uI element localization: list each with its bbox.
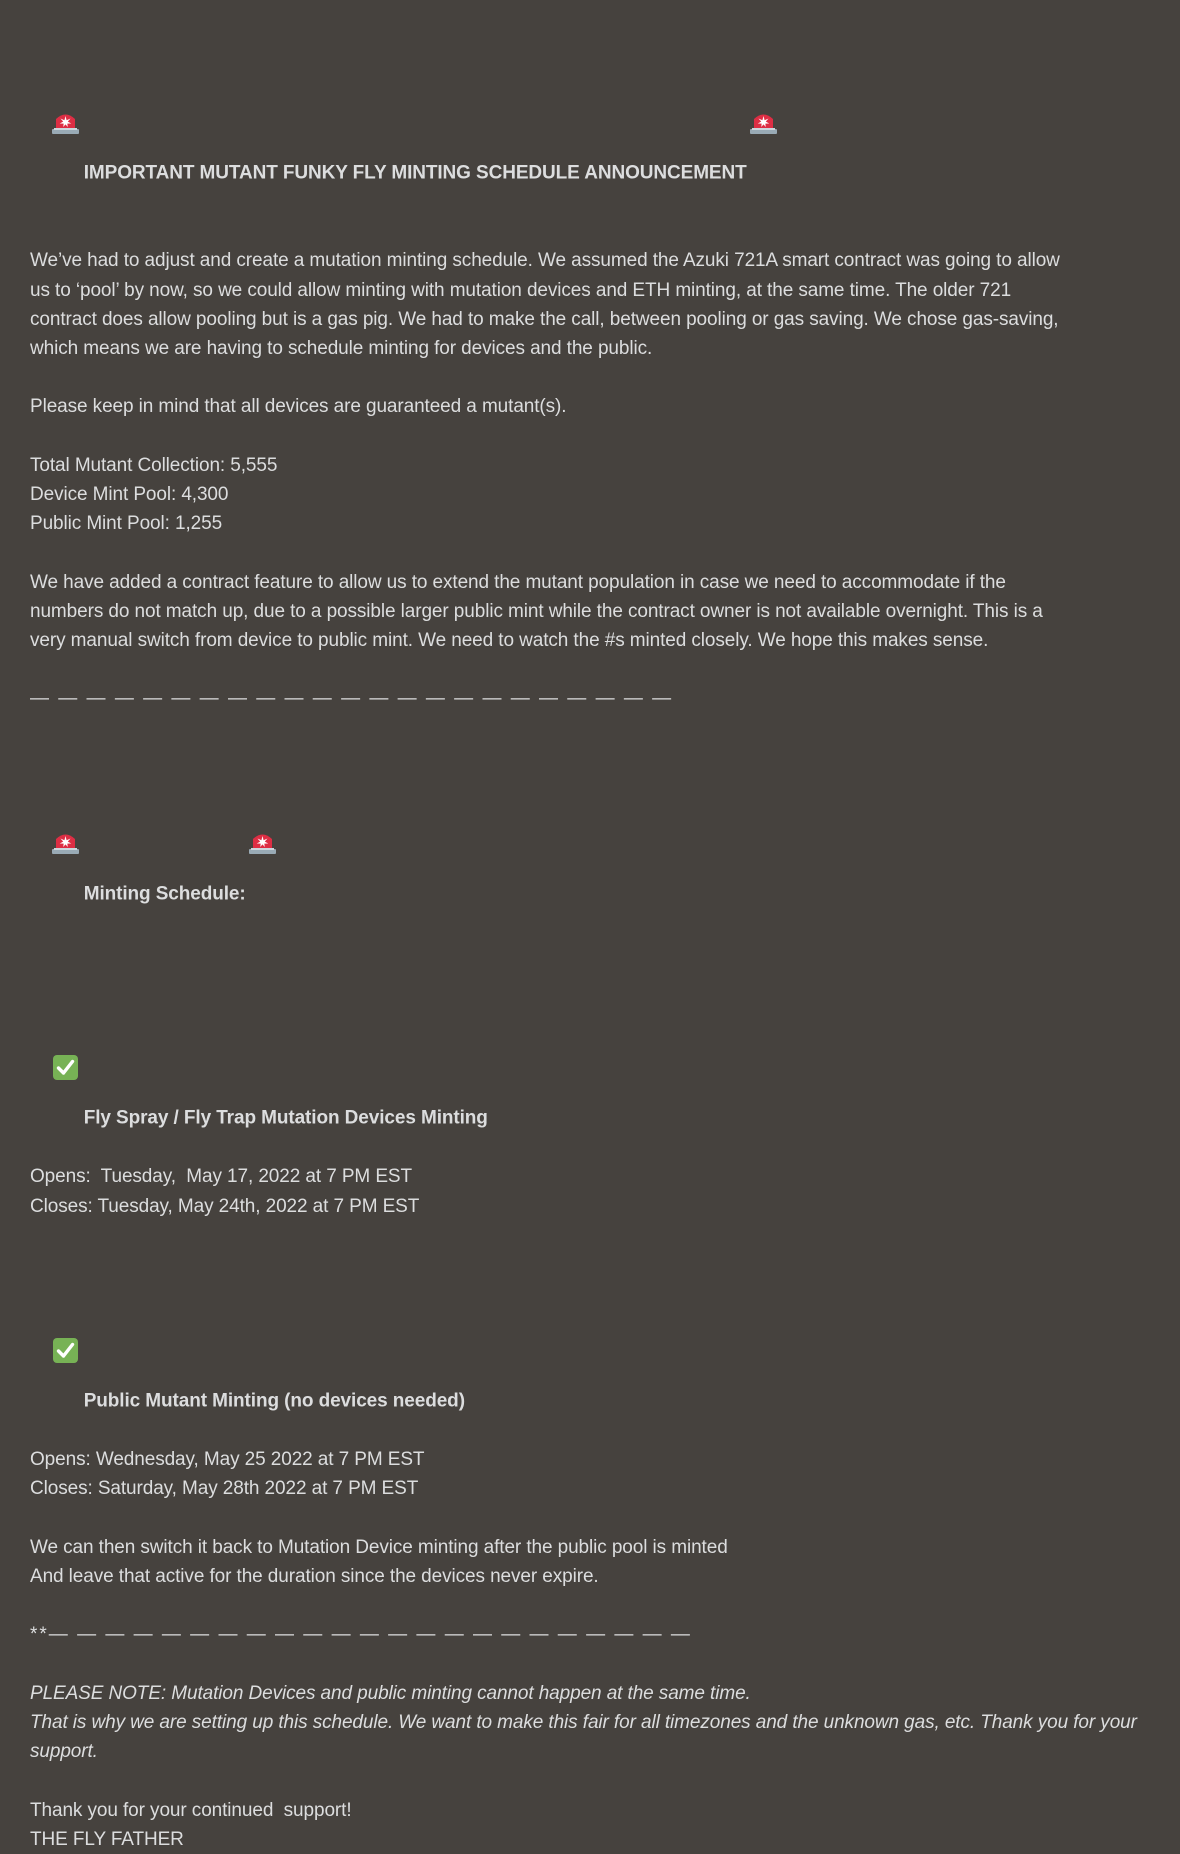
schedule-heading-line [30, 743, 1150, 938]
check-mark-icon [51, 1279, 80, 1304]
device-minting-heading: Fly Spray / Fly Trap Mutation Devices Minting [83, 1108, 488, 1129]
switch-line: And leave that active for the duration since the devices never expire. [30, 1566, 599, 1588]
rotating-light-icon [749, 51, 778, 76]
public-minting-closes: Closes: Saturday, May 28th 2022 at 7 PM EST [30, 1478, 419, 1500]
pool-device: Device Mint Pool: 4,300 [30, 484, 229, 505]
rotating-light-icon [51, 51, 80, 76]
thanks-text: Thank you for your continued support! [30, 1799, 352, 1821]
rotating-light-icon [248, 772, 277, 797]
intro-line: which means we are having to schedule minting for devices and the public. [30, 338, 653, 360]
pool-total: Total Mutant Collection: 5,555 [30, 454, 278, 476]
schedule-heading: Minting Schedule: [83, 883, 246, 905]
public-minting-heading: Public Mutant Minting (no devices needed) [83, 1390, 465, 1412]
announcement-title-line [30, 22, 1150, 217]
public-minting-heading-line [30, 1250, 1150, 1445]
divider: — — — — — — — — — — — — — — — — — — — — — — — [30, 688, 674, 710]
public-minting-opens: Opens: Wednesday, May 25 2022 at 7 PM EST [30, 1449, 425, 1471]
rotating-light-icon [51, 772, 80, 797]
note-line: That is why we are setting up this schedule. We want to make this fair for all timezones and the unknown gas, etc. Thank you for your [30, 1712, 1137, 1733]
device-minting-opens: Opens: Tuesday, May 17, 2022 at 7 PM EST [30, 1166, 412, 1188]
intro-line: We’ve had to adjust and create a mutation minting schedule. We assumed the Azuki 721A smart contract was going to allow [30, 250, 1060, 272]
note-line: PLEASE NOTE: Mutation Devices and public minting cannot happen at the same time. [30, 1682, 751, 1704]
device-minting-closes: Closes: Tuesday, May 24th, 2022 at 7 PM EST [30, 1195, 420, 1217]
feature-line: We have added a contract feature to allow us to extend the mutant population in case we need to accommodate if the [30, 571, 1006, 593]
feature-line: numbers do not match up, due to a possible larger public mint while the contract owner is not available overnight. This is a [30, 600, 1043, 622]
intro-line: us to ‘pool’ by now, so we could allow minting with mutation devices and ETH minting, at the same time. The older 721 [30, 279, 1012, 301]
device-minting-heading-line [30, 967, 1150, 1162]
signature: THE FLY FATHER [30, 1828, 184, 1850]
divider: **— — — — — — — — — — — — — — — — — — — — — — — [30, 1624, 692, 1646]
announcement-title: IMPORTANT MUTANT FUNKY FLY MINTING SCHEDULE ANNOUNCEMENT [83, 162, 747, 184]
check-mark-icon [51, 996, 80, 1021]
guarantee-text: Please keep in mind that all devices are guaranteed a mutant(s). [30, 396, 567, 418]
feature-line: very manual switch from device to public mint. We need to watch the #s minted closely. We hope this makes sense. [30, 630, 989, 651]
note-line: support. [30, 1741, 98, 1763]
switch-line: We can then switch it back to Mutation Device minting after the public pool is minted [30, 1536, 728, 1558]
intro-line: contract does allow pooling but is a gas pig. We had to make the call, between pooling or gas saving. We chose gas-saving, [30, 308, 1059, 330]
pool-public: Public Mint Pool: 1,255 [30, 513, 223, 535]
